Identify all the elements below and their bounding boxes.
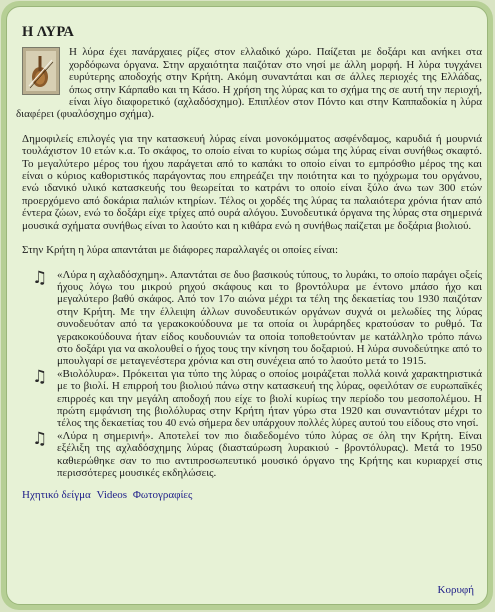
construction-paragraph: Δημοφιλείς επιλογές για την κατασκευή λύρας είναι μονοκόμματος ασφένδαμος, καρυδιά ή μουρνιά τουλάχιστον 10 ετών κ.α. Το σκάφος, το οποίο είναι το κυρίως σώμα της λύρας είναι συνήθως σκαφτό. Το μεγαλύτερο μέρος του ήχου παράγεται από το καπάκι το οποίο είναι το εμπρόσθιο μέρος της και είναι ο κύριος καθοριστικός παράγοντας που επηρεάζει την ποιότητα και το ηχόχρωμα του οργάνου, ενώ ιδανικό υλικό κατασκευής του θεωρείται το κατράνι το οποίο είναι ξύλο άνω των 300 ετών προερχόμενο από δοκάρια παλιών κτηρίων. Τέλος οι χορδές της λύρας τα παλαιότερα χρόνια ήταν από έντερα ζώων, ενώ το δοξάρι είχε τρίχες από ουρά αλόγου. Συνοδευτικά όργανα της λύρας στα σημερινά μουσικά σχήματα συνήθως είναι το λαούτο και η κιθάρα ενώ η συνήθως παίζεται με δοξάρια βιολιού.: [22, 132, 482, 232]
intro-section: [16, 46, 482, 120]
variants-list: [16, 269, 482, 480]
music-note-icon: ♫: [32, 267, 48, 288]
back-to-top-link[interactable]: Κορυφή: [437, 584, 474, 596]
media-links: [22, 489, 482, 501]
photos-link[interactable]: Φωτογραφίες: [132, 489, 193, 502]
music-note-icon: ♫: [32, 428, 48, 449]
videos-link[interactable]: Videos: [96, 489, 128, 502]
list-item-text: «Βιολόλυρα». Πρόκειται για τύπο της λύρας ο οποίος μοιράζεται πολλά κοινά χαρακτηριστικά με το βιολί. Η επιρροή του βιολιού πάνω στην κατασκευή της λύρας, οφειλόταν σε ευρωπαϊκές επιρροές και την μεγάλη αποδοχή που είχε το βιολί κυρίως την περίοδο του μεσοπολέμου. Η πρώτη εμφάνιση της βιολόλυρας στην Κρήτη ήταν γύρω στα 1920 και συναντιόταν μέχρι το τέλος της δεκαετίας του 40 ενώ σήμερα δεν υπάρχουν πολλές λύρες αυτού του είδους στο νησί.: [57, 367, 482, 430]
list-item: [16, 430, 482, 480]
lyra-picture: [23, 48, 59, 94]
intro-paragraph: Η λύρα έχει πανάρχαιες ρίζες στον ελλαδικό χώρο. Παίζεται με δοξάρι και ανήκει στα χορδόφωνα όργανα. Στην αρχαιότητα παιζόταν στο νησί με άλλη μορφή. Η λύρα τυγχάνει ευρύτερης αποδοχής στην Κρήτη. Ακόμη συναντάται και σε άλλες περιοχές της Ελλάδας, όπως στην Κάρπαθο και τη Κάσο. Η χρήση της λύρας και το σχήμα της σε αυτή την περιοχή, είναι λίγο διαφορετικό (αχλαδόσχημο). Επιπλέον στον Πόντο και στην Καππαδοκία η λύρα διαφέρει (φυαλόσχημο σχήμα).: [16, 46, 482, 121]
page-title: Η ΛΥΡΑ: [22, 24, 75, 40]
list-item-text: «Λύρα η αχλαδόσχημη». Απαντάται σε δυο βασικούς τύπους, το λυράκι, το οποίο παράγει οξείς ήχους λόγω του μικρού ρηχού σκάφους και το βροντόλυρα με έντονο μπάσο ήχο και μεγαλύτερο βαθύ σκάφος. Από τον 17ο αιώνα μέχρι τα τέλη της δεκαετίας του 1930 παιζόταν στην Κρήτη. Με την έλλειψη άλλων συνοδευτικών οργάνων συχνά οι μελωδίες της λύρας συνοδευόταν από τα γερακοκούδουνα με τα οποία οι λυράρηδες κρατούσαν το ρυθμό. Τα γερακοκούδουνα ήταν είδος κουδουνιών τα οποία τοποθετούνταν με κατάλληλο τρόπο πάνω στο δοξάρι για να ακολουθεί ο ήχος τους την κίνηση του δοξαριού. Η λύρα συνοδεύτηκε από το μπουλγαρί σε μεταγενέστερα χρόνια και στη συνέχεια από το λαούτο μετά το 1915.: [57, 268, 482, 368]
music-note-icon: ♫: [32, 366, 48, 387]
list-item: [16, 269, 482, 368]
article: [16, 26, 482, 502]
variants-intro: Στην Κρήτη η λύρα απαντάται με διάφορες παραλλαγές οι οποίες είναι:: [22, 244, 339, 257]
list-item: [16, 368, 482, 430]
audio-sample-link[interactable]: Ηχητικό δείγμα: [22, 489, 91, 502]
content-panel: [6, 6, 488, 605]
page-frame: [1, 1, 493, 610]
lyra-thumbnail-image[interactable]: [22, 47, 60, 95]
list-item-text: «Λύρα η σημερινή». Αποτελεί τον πιο διαδεδομένο τύπο λύρας σε όλη την Κρήτη. Είναι εξέλιξη της αχλαδόσχημης λύρας (διασταύρωση λυρακιού - βροντόλυρας). Μετά το 1950 καθιερώθηκε σαν το πιο αντιπροσωπευτικό μουσικό όργανο της Κρήτης και κυριαρχεί στις περισσότερες μουσικές εκδηλώσεις.: [57, 429, 482, 479]
